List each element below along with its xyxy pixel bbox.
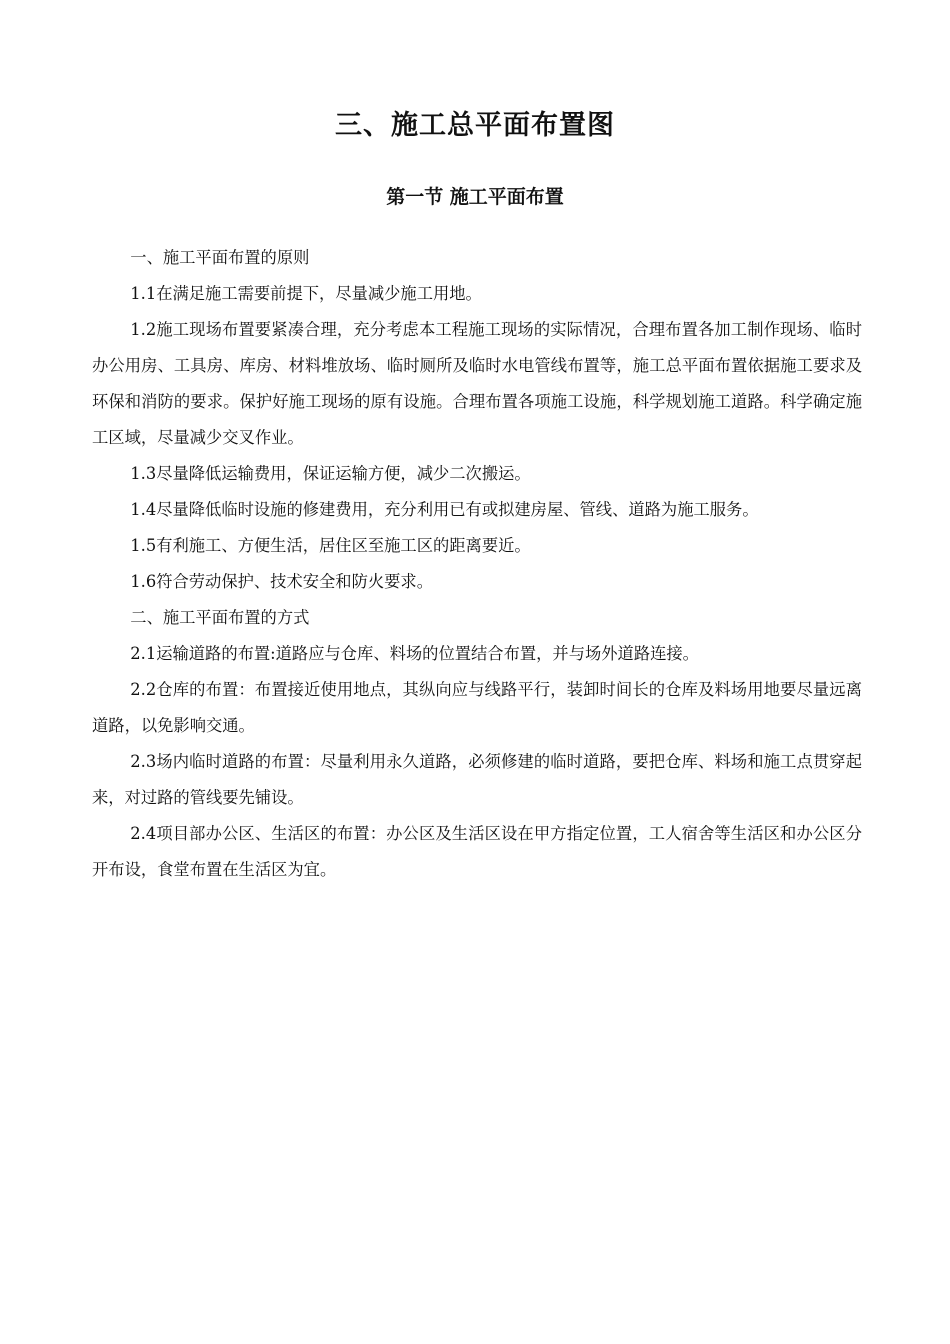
document-title: 三、施工总平面布置图 xyxy=(335,110,615,141)
paragraph-1-3: 1.3尽量降低运输费用，保证运输方便，减少二次搬运。 xyxy=(130,464,531,483)
heading-methods: 二、施工平面布置的方式 xyxy=(130,608,310,627)
paragraph-2-4: 2.4项目部办公区、生活区的布置：办公区及生活区设在甲方指定位置，工人宿舍等生活区和办公区分开布设，食堂布置在生活区为宜。 xyxy=(92,824,862,879)
paragraph-2-1: 2.1运输道路的布置:道路应与仓库、料场的位置结合布置，并与场外道路连接。 xyxy=(130,644,699,663)
paragraph-1-5: 1.5有利施工、方便生活，居住区至施工区的距离要近。 xyxy=(130,536,531,555)
paragraph-2-2: 2.2仓库的布置：布置接近使用地点，其纵向应与线路平行，装卸时间长的仓库及料场用地要尽量远离道路，以免影响交通。 xyxy=(92,680,862,735)
paragraph-1-6: 1.6符合劳动保护、技术安全和防火要求。 xyxy=(130,572,433,591)
paragraph-2-3: 2.3场内临时道路的布置：尽量利用永久道路，必须修建的临时道路，要把仓库、料场和施工点贯穿起来，对过路的管线要先铺设。 xyxy=(92,752,862,807)
heading-principles: 一、施工平面布置的原则 xyxy=(130,248,310,267)
paragraph-1-2: 1.2施工现场布置要紧凑合理，充分考虑本工程施工现场的实际情况，合理布置各加工制作现场、临时办公用房、工具房、库房、材料堆放场、临时厕所及临时水电管线布置等，施工总平面布置依据施工要求及环保和消防的要求。保护好施工现场的原有设施。合理布置各项施工设施，科学规划施工道路。科学确定施工区域，尽量减少交叉作业。 xyxy=(92,320,862,447)
document-body xyxy=(92,240,862,888)
section-title: 第一节 施工平面布置 xyxy=(386,186,564,208)
paragraph-1-4: 1.4尽量降低临时设施的修建费用，充分利用已有或拟建房屋、管线、道路为施工服务。 xyxy=(130,500,759,519)
paragraph-1-1: 1.1在满足施工需要前提下，尽量减少施工用地。 xyxy=(130,284,482,303)
